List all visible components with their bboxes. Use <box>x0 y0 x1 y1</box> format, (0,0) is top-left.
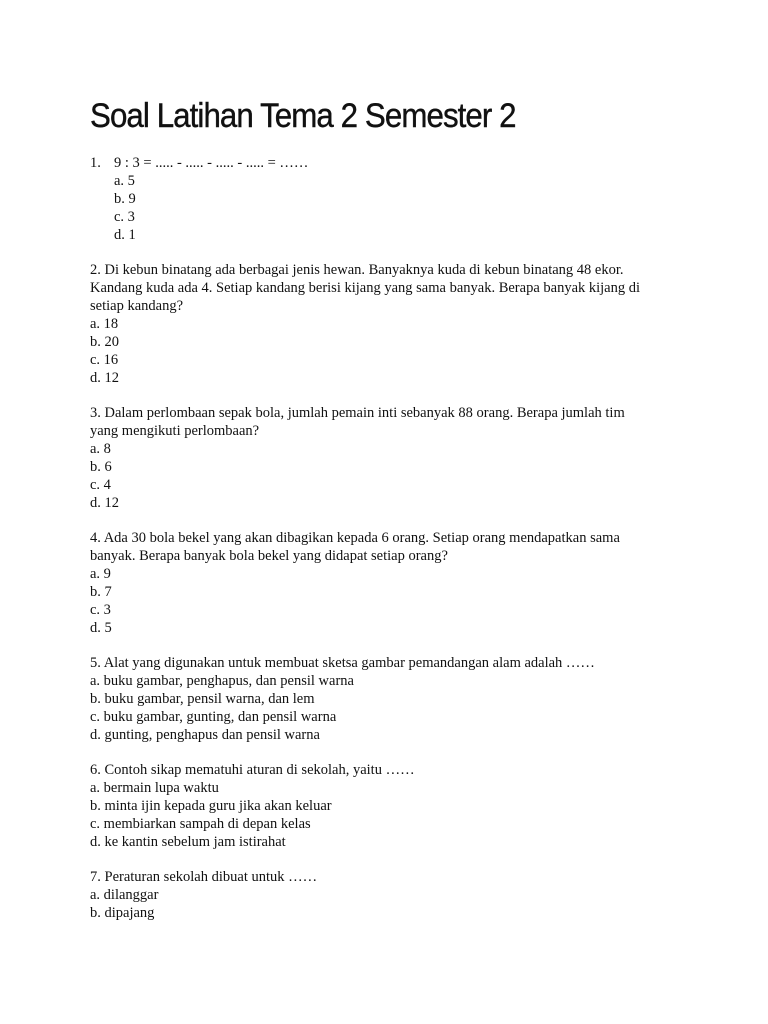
question-text-line: yang mengikuti perlombaan? <box>90 423 260 439</box>
answer-option: d. gunting, penghapus dan pensil warna <box>90 727 320 743</box>
document-page <box>90 96 690 939</box>
question-6 <box>90 761 690 851</box>
answer-option: a. dilanggar <box>90 887 159 903</box>
answer-option: b. buku gambar, pensil warna, dan lem <box>90 691 315 707</box>
question-text-line: 7. Peraturan sekolah dibuat untuk …… <box>90 869 318 885</box>
answer-option: c. 4 <box>90 477 111 493</box>
answer-option: a. 8 <box>90 441 111 457</box>
answer-option: d. 1 <box>114 227 136 243</box>
question-text-line: 6. Contoh sikap mematuhi aturan di sekolah, yaitu …… <box>90 762 415 778</box>
question-text-line: 3. Dalam perlombaan sepak bola, jumlah pemain inti sebanyak 88 orang. Berapa jumlah tim <box>90 405 625 421</box>
question-2 <box>90 261 690 387</box>
answer-option: a. buku gambar, penghapus, dan pensil warna <box>90 673 354 689</box>
answer-option: d. 12 <box>90 495 119 511</box>
question-text-line: Kandang kuda ada 4. Setiap kandang berisi kijang yang sama banyak. Berapa banyak kijang di <box>90 280 641 296</box>
answer-option: d. 5 <box>90 620 112 636</box>
answer-option: b. minta ijin kepada guru jika akan keluar <box>90 798 332 814</box>
answer-option: d. ke kantin sebelum jam istirahat <box>90 834 286 850</box>
answer-option: a. 5 <box>114 173 135 189</box>
question-stem <box>90 154 690 172</box>
answer-option: d. 12 <box>90 370 119 386</box>
question-5 <box>90 654 690 744</box>
answer-option: c. 16 <box>90 352 119 368</box>
question-4 <box>90 529 690 637</box>
answer-option: b. dipajang <box>90 905 155 921</box>
answer-option: b. 6 <box>90 459 112 475</box>
document-title: Soal Latihan Tema 2 Semester 2 <box>90 97 516 135</box>
answer-option: c. buku gambar, gunting, dan pensil warna <box>90 709 337 725</box>
question-text-line: 4. Ada 30 bola bekel yang akan dibagikan kepada 6 orang. Setiap orang mendapatkan sama <box>90 530 620 546</box>
answer-option: c. 3 <box>114 209 135 225</box>
question-text: 9 : 3 = ..... - ..... - ..... - ..... = …… <box>114 155 309 171</box>
question-text-line: setiap kandang? <box>90 298 184 314</box>
answer-option: c. membiarkan sampah di depan kelas <box>90 816 311 832</box>
question-text-line: 5. Alat yang digunakan untuk membuat sketsa gambar pemandangan alam adalah …… <box>90 655 595 671</box>
answer-option: a. 9 <box>90 566 111 582</box>
answer-option: b. 9 <box>114 191 136 207</box>
question-7 <box>90 868 690 922</box>
question-3 <box>90 404 690 512</box>
question-1 <box>90 154 690 244</box>
answer-option: c. 3 <box>90 602 111 618</box>
question-number: 1. <box>90 155 101 171</box>
answer-option: b. 7 <box>90 584 112 600</box>
answer-option: b. 20 <box>90 334 119 350</box>
question-text-line: 2. Di kebun binatang ada berbagai jenis hewan. Banyaknya kuda di kebun binatang 48 ekor. <box>90 262 624 278</box>
answer-option: a. 18 <box>90 316 119 332</box>
question-text-line: banyak. Berapa banyak bola bekel yang didapat setiap orang? <box>90 548 448 564</box>
answer-option: a. bermain lupa waktu <box>90 780 219 796</box>
